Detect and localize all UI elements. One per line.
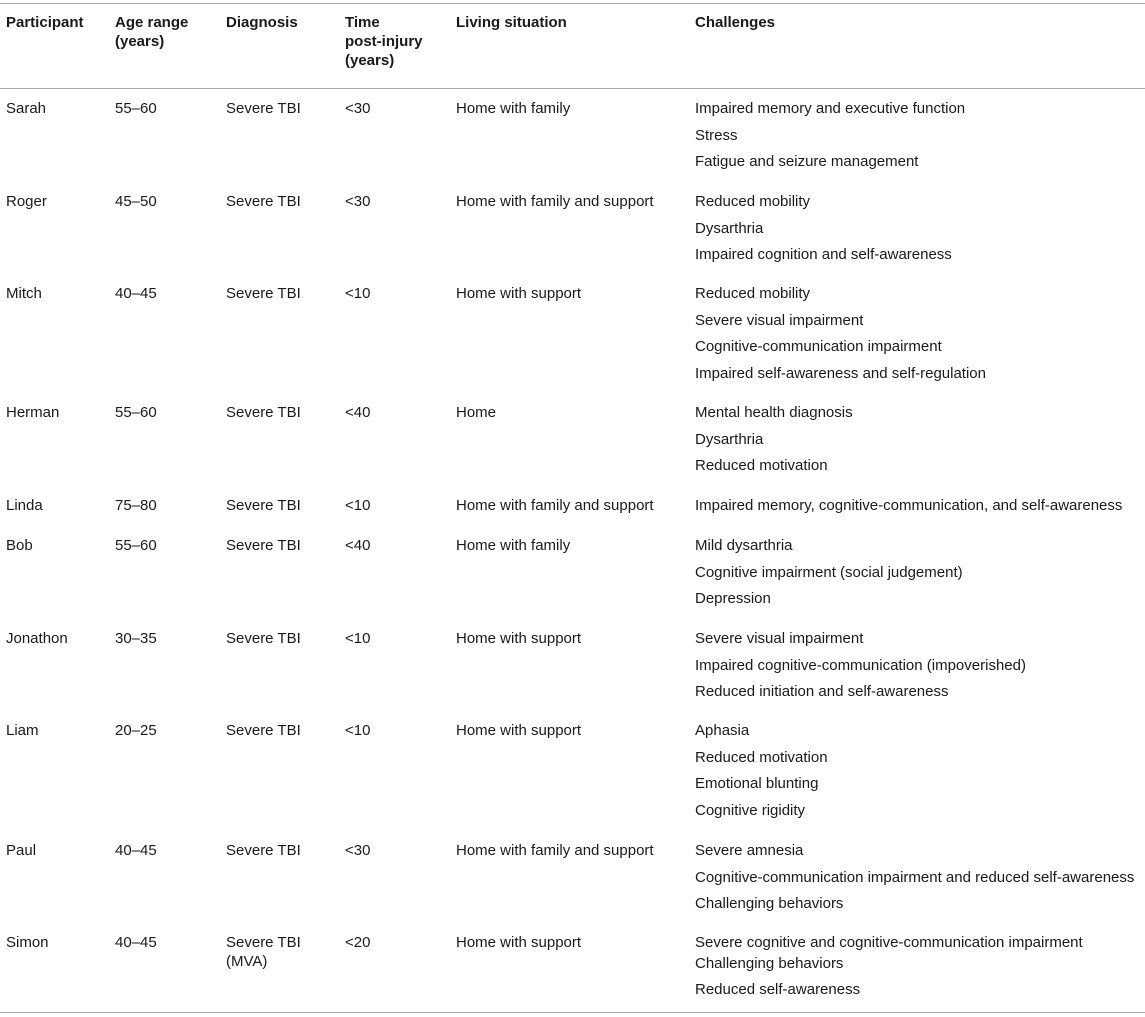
- challenge-item: Severe visual impairment: [695, 311, 864, 329]
- table-header-rule: [0, 88, 1145, 89]
- diagnosis-cell: Severe TBI: [226, 722, 301, 739]
- challenges-list: [695, 721, 828, 827]
- challenge-item: Aphasia: [695, 722, 750, 739]
- challenges-list: [695, 403, 853, 483]
- diagnosis-cell: Severe TBI: [226, 193, 301, 210]
- participant-cell: Roger: [6, 193, 47, 210]
- living-situation-cell: Home with family: [456, 537, 571, 554]
- age-range-cell: 30–35: [115, 630, 157, 647]
- challenges-list: [695, 933, 1083, 1007]
- challenges-list: [695, 841, 1134, 921]
- diagnosis-cell: Severe TBI: [226, 285, 301, 302]
- table-top-rule: [0, 3, 1145, 4]
- challenge-item: Challenging behaviors: [695, 895, 844, 912]
- living-situation-cell: Home with family and support: [456, 842, 654, 859]
- living-situation-cell: Home with family and support: [456, 497, 654, 514]
- challenge-item: Cognitive rigidity: [695, 801, 806, 819]
- table-row: [0, 99, 1145, 192]
- challenge-item: Reduced initiation and self-awareness: [695, 683, 949, 700]
- participant-cell: Liam: [6, 722, 39, 739]
- challenges-list: [695, 284, 986, 390]
- age-range-cell: 20–25: [115, 722, 157, 739]
- challenge-item: Dysarthria: [695, 430, 764, 448]
- age-range-cell: 55–60: [115, 100, 157, 117]
- challenges-list: [695, 99, 965, 179]
- diagnosis-cell: Severe TBI: [226, 630, 301, 647]
- challenge-item: Impaired memory and executive function: [695, 100, 966, 117]
- age-range-cell: 55–60: [115, 404, 157, 421]
- age-range-cell: 55–60: [115, 537, 157, 554]
- time-post-injury-cell: <30: [345, 842, 371, 859]
- living-situation-cell: Home with family and support: [456, 193, 654, 210]
- header-participant: Participant: [6, 14, 84, 31]
- challenge-item: Reduced self-awareness: [695, 981, 861, 998]
- table-row: [0, 721, 1145, 841]
- challenge-item: Dysarthria: [695, 219, 764, 237]
- participant-cell: Sarah: [6, 100, 47, 117]
- table-row: [0, 496, 1145, 536]
- table-row: [0, 933, 1145, 1005]
- challenge-item: Impaired memory, cognitive-communication, and self-awareness: [695, 497, 1123, 514]
- header-challenges: Challenges: [695, 14, 776, 31]
- participant-cell: Herman: [6, 404, 60, 421]
- living-situation-cell: Home with support: [456, 630, 582, 647]
- challenge-item: Reduced mobility: [695, 285, 811, 302]
- challenge-item: Depression: [695, 590, 771, 607]
- challenges-list: [695, 496, 1122, 523]
- table-header-row: [0, 13, 1145, 83]
- table-row: [0, 841, 1145, 933]
- challenge-item: Impaired cognitive-communication (impoverished): [695, 656, 1026, 674]
- challenge-item: Stress: [695, 126, 738, 144]
- diagnosis-cell: Severe TBI (MVA): [226, 934, 301, 970]
- challenge-item: Severe cognitive and cognitive-communication impairment: [695, 934, 1083, 951]
- challenge-item: Severe visual impairment: [695, 630, 864, 647]
- table-row: [0, 536, 1145, 629]
- living-situation-cell: Home: [456, 404, 497, 421]
- living-situation-cell: Home with support: [456, 722, 582, 739]
- header-age-range: Age range (years): [115, 14, 189, 50]
- living-situation-cell: Home with support: [456, 285, 582, 302]
- challenge-item: Reduced mobility: [695, 193, 811, 210]
- age-range-cell: 40–45: [115, 934, 157, 951]
- participant-cell: Bob: [6, 537, 33, 554]
- challenges-list: [695, 536, 963, 616]
- challenges-list: [695, 192, 952, 272]
- challenge-item: Challenging behaviors: [695, 954, 844, 972]
- challenge-item: Impaired cognition and self-awareness: [695, 246, 952, 263]
- time-post-injury-cell: <10: [345, 285, 371, 302]
- header-living-situation: Living situation: [456, 14, 567, 31]
- time-post-injury-cell: <30: [345, 100, 371, 117]
- diagnosis-cell: Severe TBI: [226, 404, 301, 421]
- living-situation-cell: Home with family: [456, 100, 571, 117]
- participant-cell: Paul: [6, 842, 37, 859]
- header-diagnosis: Diagnosis: [226, 14, 298, 31]
- challenge-item: Impaired self-awareness and self-regulation: [695, 364, 986, 382]
- time-post-injury-cell: <10: [345, 497, 371, 514]
- time-post-injury-cell: <10: [345, 630, 371, 647]
- participant-cell: Simon: [6, 934, 49, 951]
- challenge-item: Reduced motivation: [695, 748, 828, 766]
- table-bottom-rule: [0, 1012, 1145, 1013]
- participant-cell: Linda: [6, 497, 43, 514]
- table-row: [0, 629, 1145, 721]
- age-range-cell: 40–45: [115, 842, 157, 859]
- table-row: [0, 403, 1145, 496]
- time-post-injury-cell: <30: [345, 193, 371, 210]
- diagnosis-cell: Severe TBI: [226, 497, 301, 514]
- table-row: [0, 192, 1145, 284]
- time-post-injury-cell: <40: [345, 404, 371, 421]
- participant-cell: Mitch: [6, 285, 42, 302]
- challenge-item: Emotional blunting: [695, 775, 819, 792]
- table-row: [0, 284, 1145, 403]
- challenges-list: [695, 629, 1026, 709]
- diagnosis-cell: Severe TBI: [226, 100, 301, 117]
- age-range-cell: 75–80: [115, 497, 157, 514]
- living-situation-cell: Home with support: [456, 934, 582, 951]
- time-post-injury-cell: <40: [345, 537, 371, 554]
- header-time-post-injury: Time post-injury (years): [345, 14, 423, 69]
- challenge-item: Cognitive-communication impairment and reduced self-awareness: [695, 868, 1135, 886]
- participant-cell: Jonathon: [6, 630, 68, 647]
- challenge-item: Mental health diagnosis: [695, 404, 853, 421]
- age-range-cell: 40–45: [115, 285, 157, 302]
- challenge-item: Severe amnesia: [695, 842, 804, 859]
- challenge-item: Fatigue and seizure management: [695, 153, 919, 170]
- diagnosis-cell: Severe TBI: [226, 842, 301, 859]
- challenge-item: Reduced motivation: [695, 457, 828, 474]
- challenge-item: Cognitive-communication impairment: [695, 338, 942, 355]
- challenge-item: Mild dysarthria: [695, 537, 793, 554]
- table-body: [0, 99, 1145, 1005]
- diagnosis-cell: Severe TBI: [226, 537, 301, 554]
- time-post-injury-cell: <10: [345, 722, 371, 739]
- time-post-injury-cell: <20: [345, 934, 371, 951]
- challenge-item: Cognitive impairment (social judgement): [695, 563, 963, 581]
- age-range-cell: 45–50: [115, 193, 157, 210]
